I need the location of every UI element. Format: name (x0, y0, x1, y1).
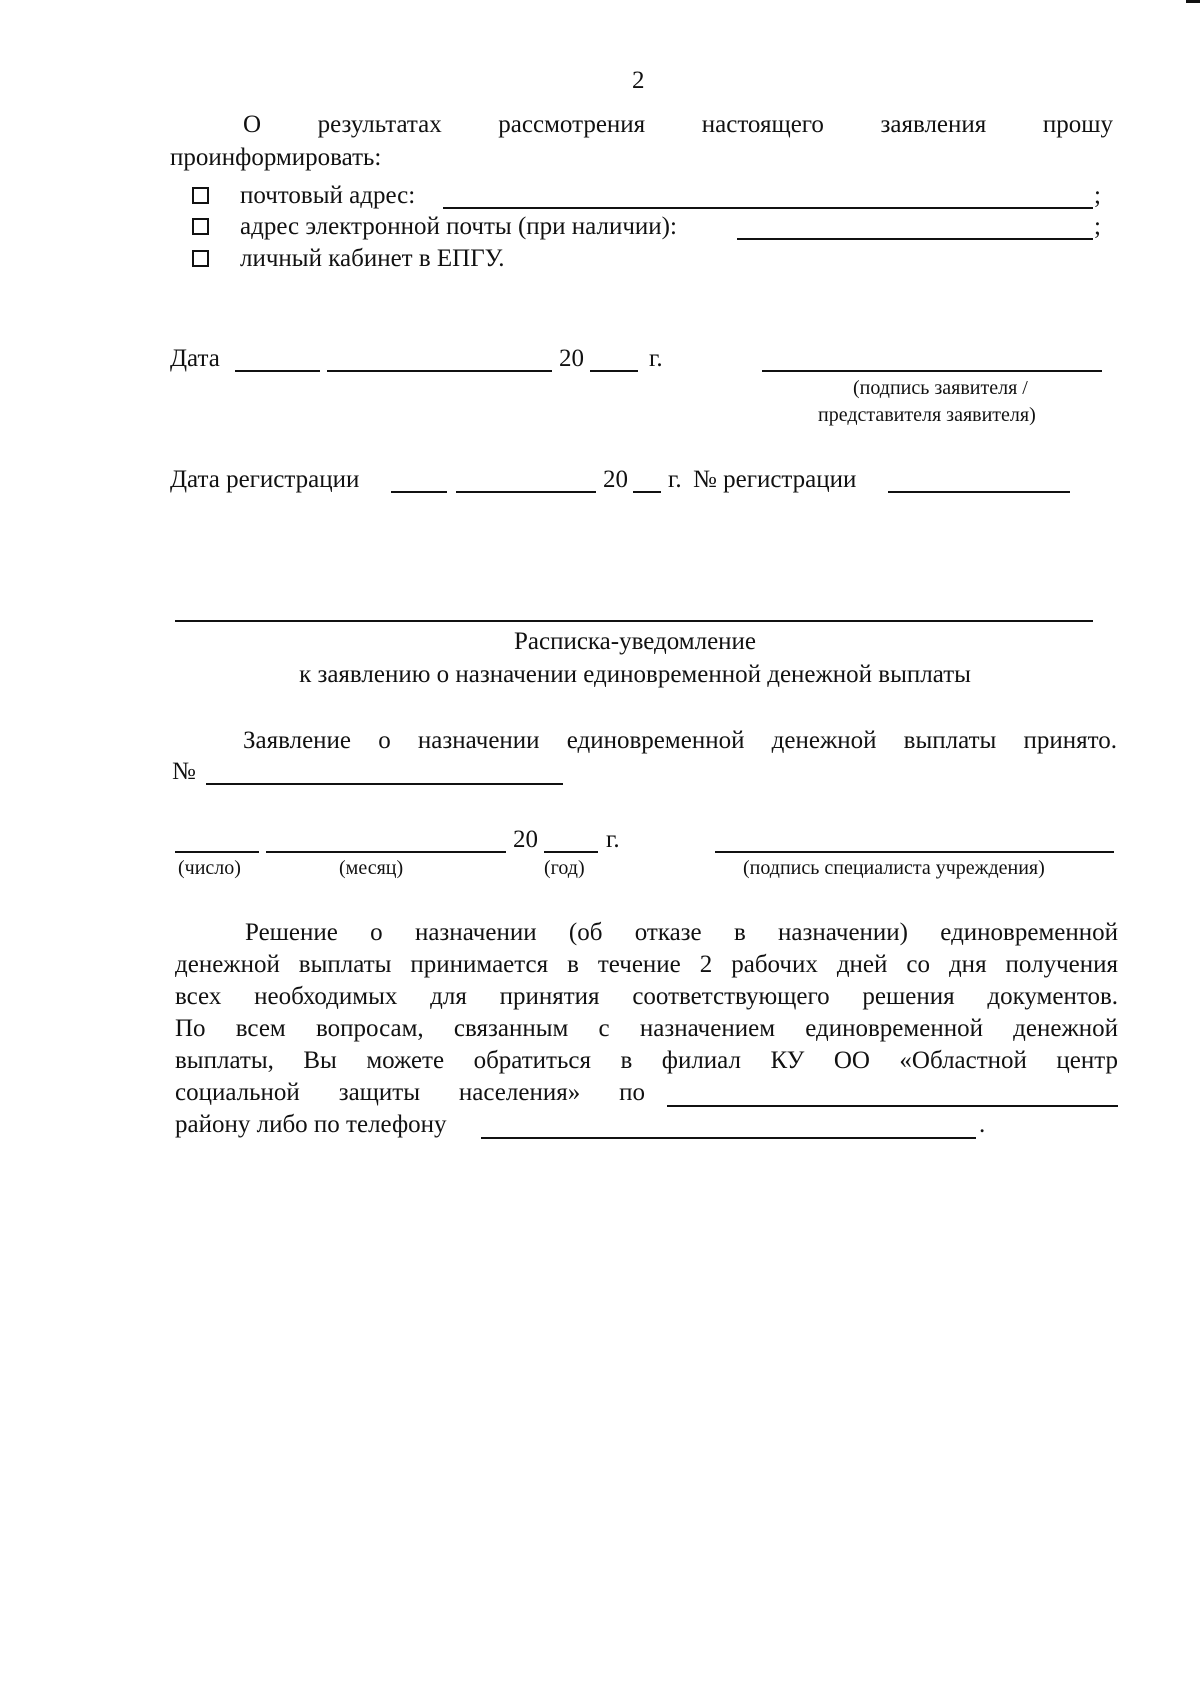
applicant-signature-line[interactable] (762, 370, 1102, 372)
signature-caption-line1: (подпись заявителя / (853, 377, 1028, 399)
receipt-subtitle: к заявлению о назначении единовременной денежной выплаты (299, 661, 971, 688)
checkbox-postal[interactable] (192, 187, 209, 204)
receipt-year-prefix: 20 (513, 826, 538, 853)
cut-separator-line (175, 620, 1093, 622)
receipt-title: Расписка-уведомление (513, 628, 757, 655)
date-year-line[interactable] (590, 370, 638, 372)
date-month-line[interactable] (327, 370, 552, 372)
receipt-year-line[interactable] (544, 851, 598, 853)
receipt-month-line[interactable] (266, 851, 506, 853)
decision-line-6: социальной защиты населения» по (175, 1079, 645, 1106)
caption-day: (число) (178, 857, 241, 879)
inform-intro-line2: проинформировать: (170, 144, 382, 171)
caption-signature: (подпись специалиста учреждения) (743, 857, 1045, 879)
decision-line-2: денежной выплаты принимается в течение 2 рабочих дней со дня получения (175, 951, 1118, 978)
option-postal-suffix: ; (1094, 182, 1101, 209)
date-year-suffix: г. (649, 345, 663, 372)
registration-month-line[interactable] (456, 491, 596, 493)
page-number: 2 (632, 67, 645, 94)
decision-line-7: району либо по телефону (175, 1111, 447, 1138)
registration-year-line[interactable] (633, 491, 661, 493)
caption-month: (месяц) (339, 857, 404, 879)
caption-year: (год) (544, 857, 585, 879)
registration-date-label: Дата регистрации (170, 466, 360, 493)
option-epgu-label: личный кабинет в ЕПГУ. (240, 245, 505, 272)
date-year-prefix: 20 (559, 345, 584, 372)
checkbox-epgu[interactable] (192, 250, 209, 267)
receipt-day-line[interactable] (175, 851, 259, 853)
receipt-number-sign: № (172, 758, 196, 785)
signature-caption-line2: представителя заявителя) (818, 404, 1036, 426)
decision-line-1: Решение о назначении (об отказе в назначении) единовременной (245, 919, 1118, 946)
registration-day-line[interactable] (391, 491, 447, 493)
decision-line-5: выплаты, Вы можете обратиться в филиал КУ ОО «Областной центр (175, 1047, 1118, 1074)
accepted-text: Заявление о назначении единовременной денежной выплаты принято. (243, 727, 1117, 754)
date-label: Дата (170, 345, 220, 372)
checkbox-email[interactable] (192, 218, 209, 235)
registration-number-line[interactable] (888, 491, 1070, 493)
inform-intro-line1: О результатах рассмотрения настоящего заявления прошу (243, 111, 1113, 138)
district-line[interactable] (667, 1105, 1118, 1107)
date-day-line[interactable] (235, 370, 320, 372)
registration-year-prefix: 20 (603, 466, 628, 493)
registration-number-label: № регистрации (693, 466, 857, 493)
decision-line-3: всех необходимых для принятия соответствующего решения документов. (175, 983, 1118, 1010)
option-email-suffix: ; (1094, 213, 1101, 240)
specialist-signature-line[interactable] (715, 851, 1114, 853)
email-address-line[interactable] (737, 238, 1093, 240)
decision-line-4: По всем вопросам, связанным с назначением единовременной денежной (175, 1015, 1118, 1042)
postal-address-line[interactable] (443, 207, 1093, 209)
registration-year-suffix: г. (668, 466, 682, 493)
scan-corner-mark (1186, 0, 1200, 3)
decision-line-7-end: . (979, 1111, 986, 1138)
receipt-year-suffix: г. (606, 826, 620, 853)
option-postal-label: почтовый адрес: (240, 182, 416, 209)
phone-line[interactable] (481, 1137, 976, 1139)
receipt-number-line[interactable] (206, 783, 563, 785)
option-email-label: адрес электронной почты (при наличии): (240, 213, 677, 240)
